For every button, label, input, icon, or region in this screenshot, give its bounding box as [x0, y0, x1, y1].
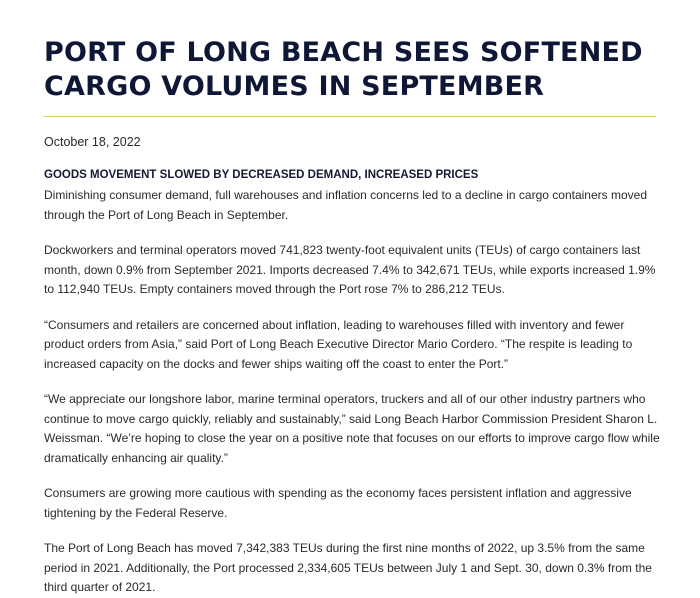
article-paragraph: Consumers are growing more cautious with spending as the economy faces persistent inflation and aggressive tightening by the Federal Reserve. — [44, 486, 632, 520]
article-title: PORT OF LONG BEACH SEES SOFTENED CARGO VOLUMES IN SEPTEMBER — [44, 37, 643, 102]
title-divider — [44, 116, 656, 117]
article-paragraph: The Port of Long Beach has moved 7,342,383 TEUs during the first nine months of 2022, up 3.5% from the same period in 2021. Additionally, the Port processed 2,334,605 TEUs between July 1 and Sept. 30, down 0.3% from the third quarter of 2021. — [44, 541, 652, 594]
article-paragraph: Diminishing consumer demand, full warehouses and inflation concerns led to a decline in cargo containers moved through the Port of Long Beach in September. — [44, 188, 647, 222]
article-paragraph: “Consumers and retailers are concerned about inflation, leading to warehouses filled with inventory and fewer product orders from Asia,” said Port of Long Beach Executive Director Mario Cordero. “The respite is leading to increased capacity on the docks and fewer ships waiting off the coast to enter the Port.” — [44, 317, 633, 371]
article — [44, 36, 660, 598]
article-date: October 18, 2022 — [44, 135, 141, 149]
article-subheading: GOODS MOVEMENT SLOWED BY DECREASED DEMAND, INCREASED PRICES — [44, 169, 479, 181]
article-paragraph: “We appreciate our longshore labor, marine terminal operators, truckers and all of our other industry partners who continue to move cargo quickly, reliably and sustainably,” said Long Beach Harbor Commission President Sharon L. Weissman. “We’re hoping to close the year on a positive note that focuses on our efforts to improve cargo flow while dramatically enhancing air quality.” — [44, 392, 660, 465]
article-paragraph: Dockworkers and terminal operators moved 741,823 twenty-foot equivalent units (TEUs) of cargo containers last month, down 0.9% from September 2021. Imports decreased 7.4% to 342,671 TEUs, while exports increased 1.9% to 112,940 TEUs. Empty containers moved through the Port rose 7% to 286,212 TEUs. — [44, 243, 656, 296]
